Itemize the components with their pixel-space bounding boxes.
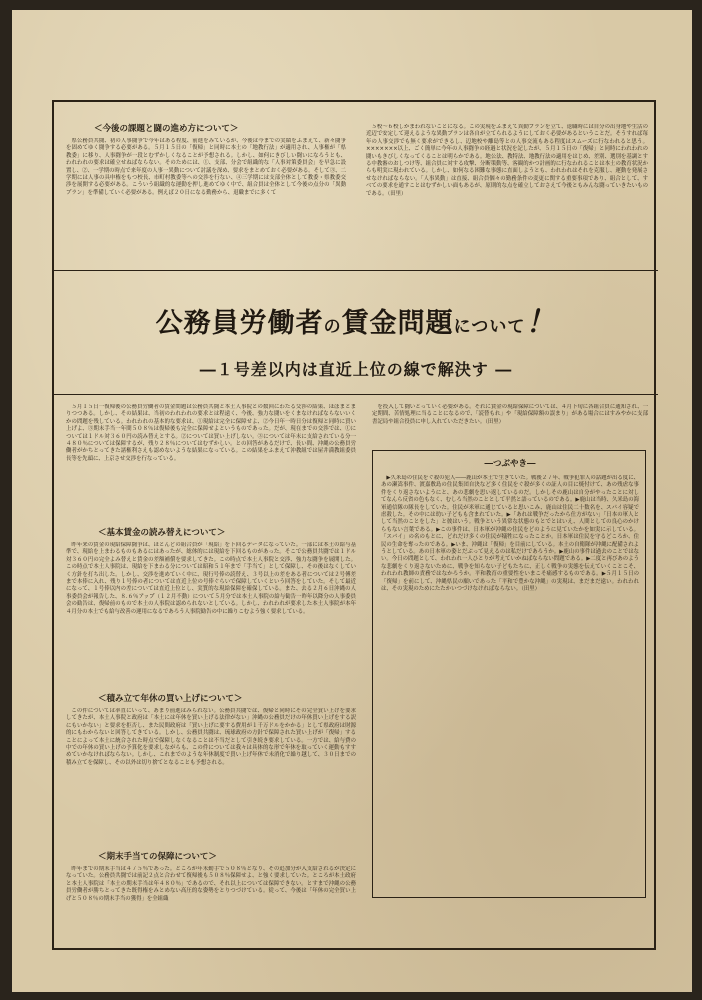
section-heading-base-pay: ＜基本賃金の読み替えについて＞ <box>98 528 226 538</box>
section-text-bonus: 昨年までの期末手当は４７５％であった。ところが年末勤手で５０８％となり、その追加分が入支給されるが決定になっていた。公務員共闘では前記２点と合わせて復帰後も５０８％保障せよ、と強く要求していた。ところが本土政府と本土人事院は「本土の期末手当は年４８０％」であるので、それ以上については保障できない。とすまで沖縄の公務員労働者が勝ちとってきた既得権をみとめない高圧的な姿勢をとりつづけている。従って、今後は「年休の完全買い上げと５０８％の期末手当の獲得」を全組織 <box>66 866 356 902</box>
top-divider <box>54 270 658 271</box>
title-part2: の <box>323 317 342 337</box>
subtitle: ―１号差以内は直近上位の線で解決す ― <box>199 360 513 379</box>
section-body-base-pay <box>66 542 356 686</box>
top-body-left <box>66 138 346 262</box>
intro-text: ５月１５日一復帰後の公務員労働者の賃金問題は公務員共闘と本土人事院との数回にわたる交渉の結果、ほぼまとまりつつある。しかし、その結果は、当初のわれわれの要求とは程遠く、今後、強力な闘いをくまなければならないいくかの問題を残している。われわれの基本的な要求は、①現給は完全に保障せよ、②今日年一時日分は復帰と同時に買い上げよ、③期末手当一年間５０８％は復帰後も完全に保障せよというものであった。だが、現在までの交渉では、①については１ドル対３６０円の読み替えとする。②については買い上げしない。③については年末に支給されている分一４８０％については保障するが、残り２８％についてはむずかしい。との回答があるだけで、長い間、沖縄の公務員労働者がかちとってきた諸権利さえも認めないような結果になっている。この結果をふまえて沖教組では屋井満教組委員長等を先頭に、上京させ交渉を行なっている。 <box>66 404 356 462</box>
right-column-paragraph: を投入して闘いとっていく必要がある。それに賃金の現給保障については、４月下旬に各組合員に通知され、一定期間、苦情処理に当ることになるので、「読替もれ」や「現給保障額の誤まり」がある場合にはすみやかに支部書記局や組合役員に申し入れていただきたい。（田里） <box>372 404 648 425</box>
top-heading: ＜今後の課題と闘の進め方について＞ <box>94 124 239 134</box>
right-column-text <box>372 404 648 444</box>
section-heading-bonus: ＜期末手当ての保障について＞ <box>98 852 217 862</box>
top-body-right <box>366 124 648 262</box>
article-frame <box>52 100 656 950</box>
title-part1: 公務員労働者 <box>155 308 324 339</box>
title-divider <box>54 394 658 395</box>
title-mark: ！ <box>525 305 557 340</box>
tsubuyaki-heading: ―つぶやき― <box>484 459 536 469</box>
tsubuyaki-box <box>372 450 646 898</box>
section-heading-leave: ＜積み立て年休の買い上げについて＞ <box>98 694 243 704</box>
main-title <box>54 297 658 341</box>
title-part4: について <box>453 317 526 337</box>
top-body-left-text: 県公務員共闘、初の人事闘争で今年はある程度、前進をみているが、今後は今までの実績をふまえて、新々闘争を固めてゆく闘争する必要がある。５月１５日の「復帰」と同時に本土の「地教行法」が適用され、人事権が「県教委」に移り、人事闘争が一段とむずかしくなることが予想される。しかし、如何にきびしい闘いになろうとも、われわれの要求は確立せねばならない。そのためには、①、支部、分会で組織的な「人事対策委員会」を早急に設置し、②、一学期の時点で来年度の人事一異動について討議を深め、要求をまとめておく必要がある。そして③、二学期には人事の具申権をもつ校長、市町村教委等への交渉を行ない、④三学期には支部全体として教委・県教委交渉を展開する必要がある。こういう組織的な運動を押し進めてゆく中で、組合員は全体として今後の点分の「異動プラン」を準備していく必要がある。例えば２０日になる勤務から、退職までに多くて <box>66 138 346 196</box>
tsubuyaki-text: ▶久米島の住民をぐ殺の犯人――鹿山が本土で生きていた。戦後２７年、戦争犯罪人の話題が出る度に、あの瀬嵩事件、渡嘉敷島の住民集団自決など多く住民をぐ殺が多くの証人の目に焼付けて、あの残虐な事件をくり返さないようにと、あの悲劇を思い返しているのだ。しかしその鹿山は自分がやったことに対してなんら反省の色もなく、むしろ当然のこととして平然と語っているのである。▶鹿山は当時、久米島の海軍通信隊の隊長をしていた。住民が米軍に通じていると思いこみ、鹿山は住民二十数名を、スパイ容疑で虐殺した。その中には幼い子どもも含まれていた。▶「あれは戦争だったから仕方がない」「日本の軍人として当然のことをした」と彼はいう。戦争という異常な状態のもとでとはいえ、人間としての良心のかけらもない言葉である。▶この事件は、日本軍が沖縄の住民をどのように見ていたかを如実に示している。「スパイ」の名のもとに、どれだけ多くの住民が犠牲になったことか。日本軍は住民を守るどころか、住民の生命を奪ったのである。▶いま、沖縄は「復帰」を目前にしている。本土の自衛隊が沖縄に配備されようとしている。あの日本軍の姿とだぶって見えるのは私だけであろうか。▶鹿山の事件は過去のことではない。今日の問題として、われわれ一人ひとりが考えていかねばならない問題である。▶二度と再びあのような悲劇をくり返さないために、戦争を知らない子どもたちに、正しく戦争の実態を伝えていくことこそ、われわれ教師の責務ではなかろうか。平和教育の重要性をいまこそ痛感するものである。▶５月１５日の「復帰」を前にして、沖縄県民の願いであった「平和で豊かな沖縄」の実現は、まだまだ遠い。われわれは、その実現のためにたたかいつづけなければならない。（田里） <box>381 475 639 593</box>
page <box>12 10 692 992</box>
section-text-base-pay: 昨年来の賃金の現給保障闘争は、ほとんどの組合員が「現給」を下回るデータになっていた。一部には本土の給与基準で、現給を上まわるものもあるにはあったが、総体的には現給を下回るものがあった。そこで公務員共闘では１ドル対３６０円の完全よみ替えと賃金の差額補償を要求してきた。この時点で本土人事院と交渉、強力な闘争を展開した。この時点で本土人事院は、現給を下まわる分については昭和５１年まで「手当て」として保障し、その後はなくしていく方針を打ち出した。しかし、交渉を進めていく中に、現行号俸の読替え、３号以上の差をある者については２号傅差まで本俸に入れ、残り１号俸の者については直近上位の号俸ぐらいで保障していくという回答をしていた。そして最近になって、１号俸以内の差については直近上位とし、実質的な現給保障を確保している。また、去る２月６日沖縄の人事委員会が報告した、８.６％アップ（１２月不動）について５月分では本土人事院の給与勧告一昨年以降分の人事委員会の勧告は、復帰前のもので本土の人事院は認められないとしている。しかし、われわれが要求した本土人事院が本年４月分の本土でも給与改善の運用になるであろう人事院勧告の中に繰りこむよう強く要求している。 <box>66 542 356 615</box>
title-part3: 賃金問題 <box>341 308 454 339</box>
section-body-bonus <box>66 866 356 942</box>
tsubuyaki-body <box>381 475 639 891</box>
section-text-leave: この件については率直にいって、あまり前進はみられない。公務員共闘では、復帰と同時にその完全買い上げを要求してきたが、本土人事院と政府は「本土には年休を買い上げる法律がない」沖縄の公務員だけの年休買い上げをする訳にもいかない」と要求を拒否し、また民間政府は「買い上げに要する費用が１千万ドルをかかる」として県政府は財源的にもわからないと回答してきている。しかし、公務員共闘は、琉球政府の方針で保障された買い上げが「復帰」することによって本土に統合された時点で保障しなくなることは不当だとして引き続き要求している。一方では、給与費の中での年休の買い上げの予算化を要求しながらも、この件については我々は具体的な形で年休を取っていく運動もすすめていかなければならない。しかし、これまでのような年休制度で買い上げ年休で未消化で繰り越して、３０日までの積み立てを保障し、その以外は切り捨てとなることも予想される。 <box>66 708 356 766</box>
top-body-right-text: ５校～６校しかまわれないことになる。この実現をふまえて異動プランを立て、退職時には自分の出身地や生活の近辺で安定して迎えるような異動プランは各自が立てられるようにしておく必要があるということだ。そうすれば毎年の人事交渉でも無く要求ができるし、辺地校や離島等との人事交流もある程度はスムーズに行なわれると思う。×××××××以上、ごく簡単に今年の人事闘争の経過と状況を記したが、５月１５日の「復帰」と同時にわれわれの闘いもきびしくなってくることは明らかである。地公法、教特法、地教行法の適用をはじめ、差別、選別を基調とする中教審のおしつけ等、組合員に対する攻撃、分断策動等、客観的かつ計画的に行なわれることは本土の教育状況からも明実に現われている。しかし、如何なる困難な事態に直面しようとも、われわれはそれを克服し、運動を発展させなければならない。「人事異動」は直接、組合員個々の勤務条件の変更に関する重要事項であり、組合として、すべての要求を通すことはむずかしい面もあるが、原則的な点を確立しておさえて今後ともみんな闘っていきたいものである。（田里） <box>366 124 648 197</box>
intro-block <box>66 404 356 522</box>
section-body-leave <box>66 708 356 844</box>
